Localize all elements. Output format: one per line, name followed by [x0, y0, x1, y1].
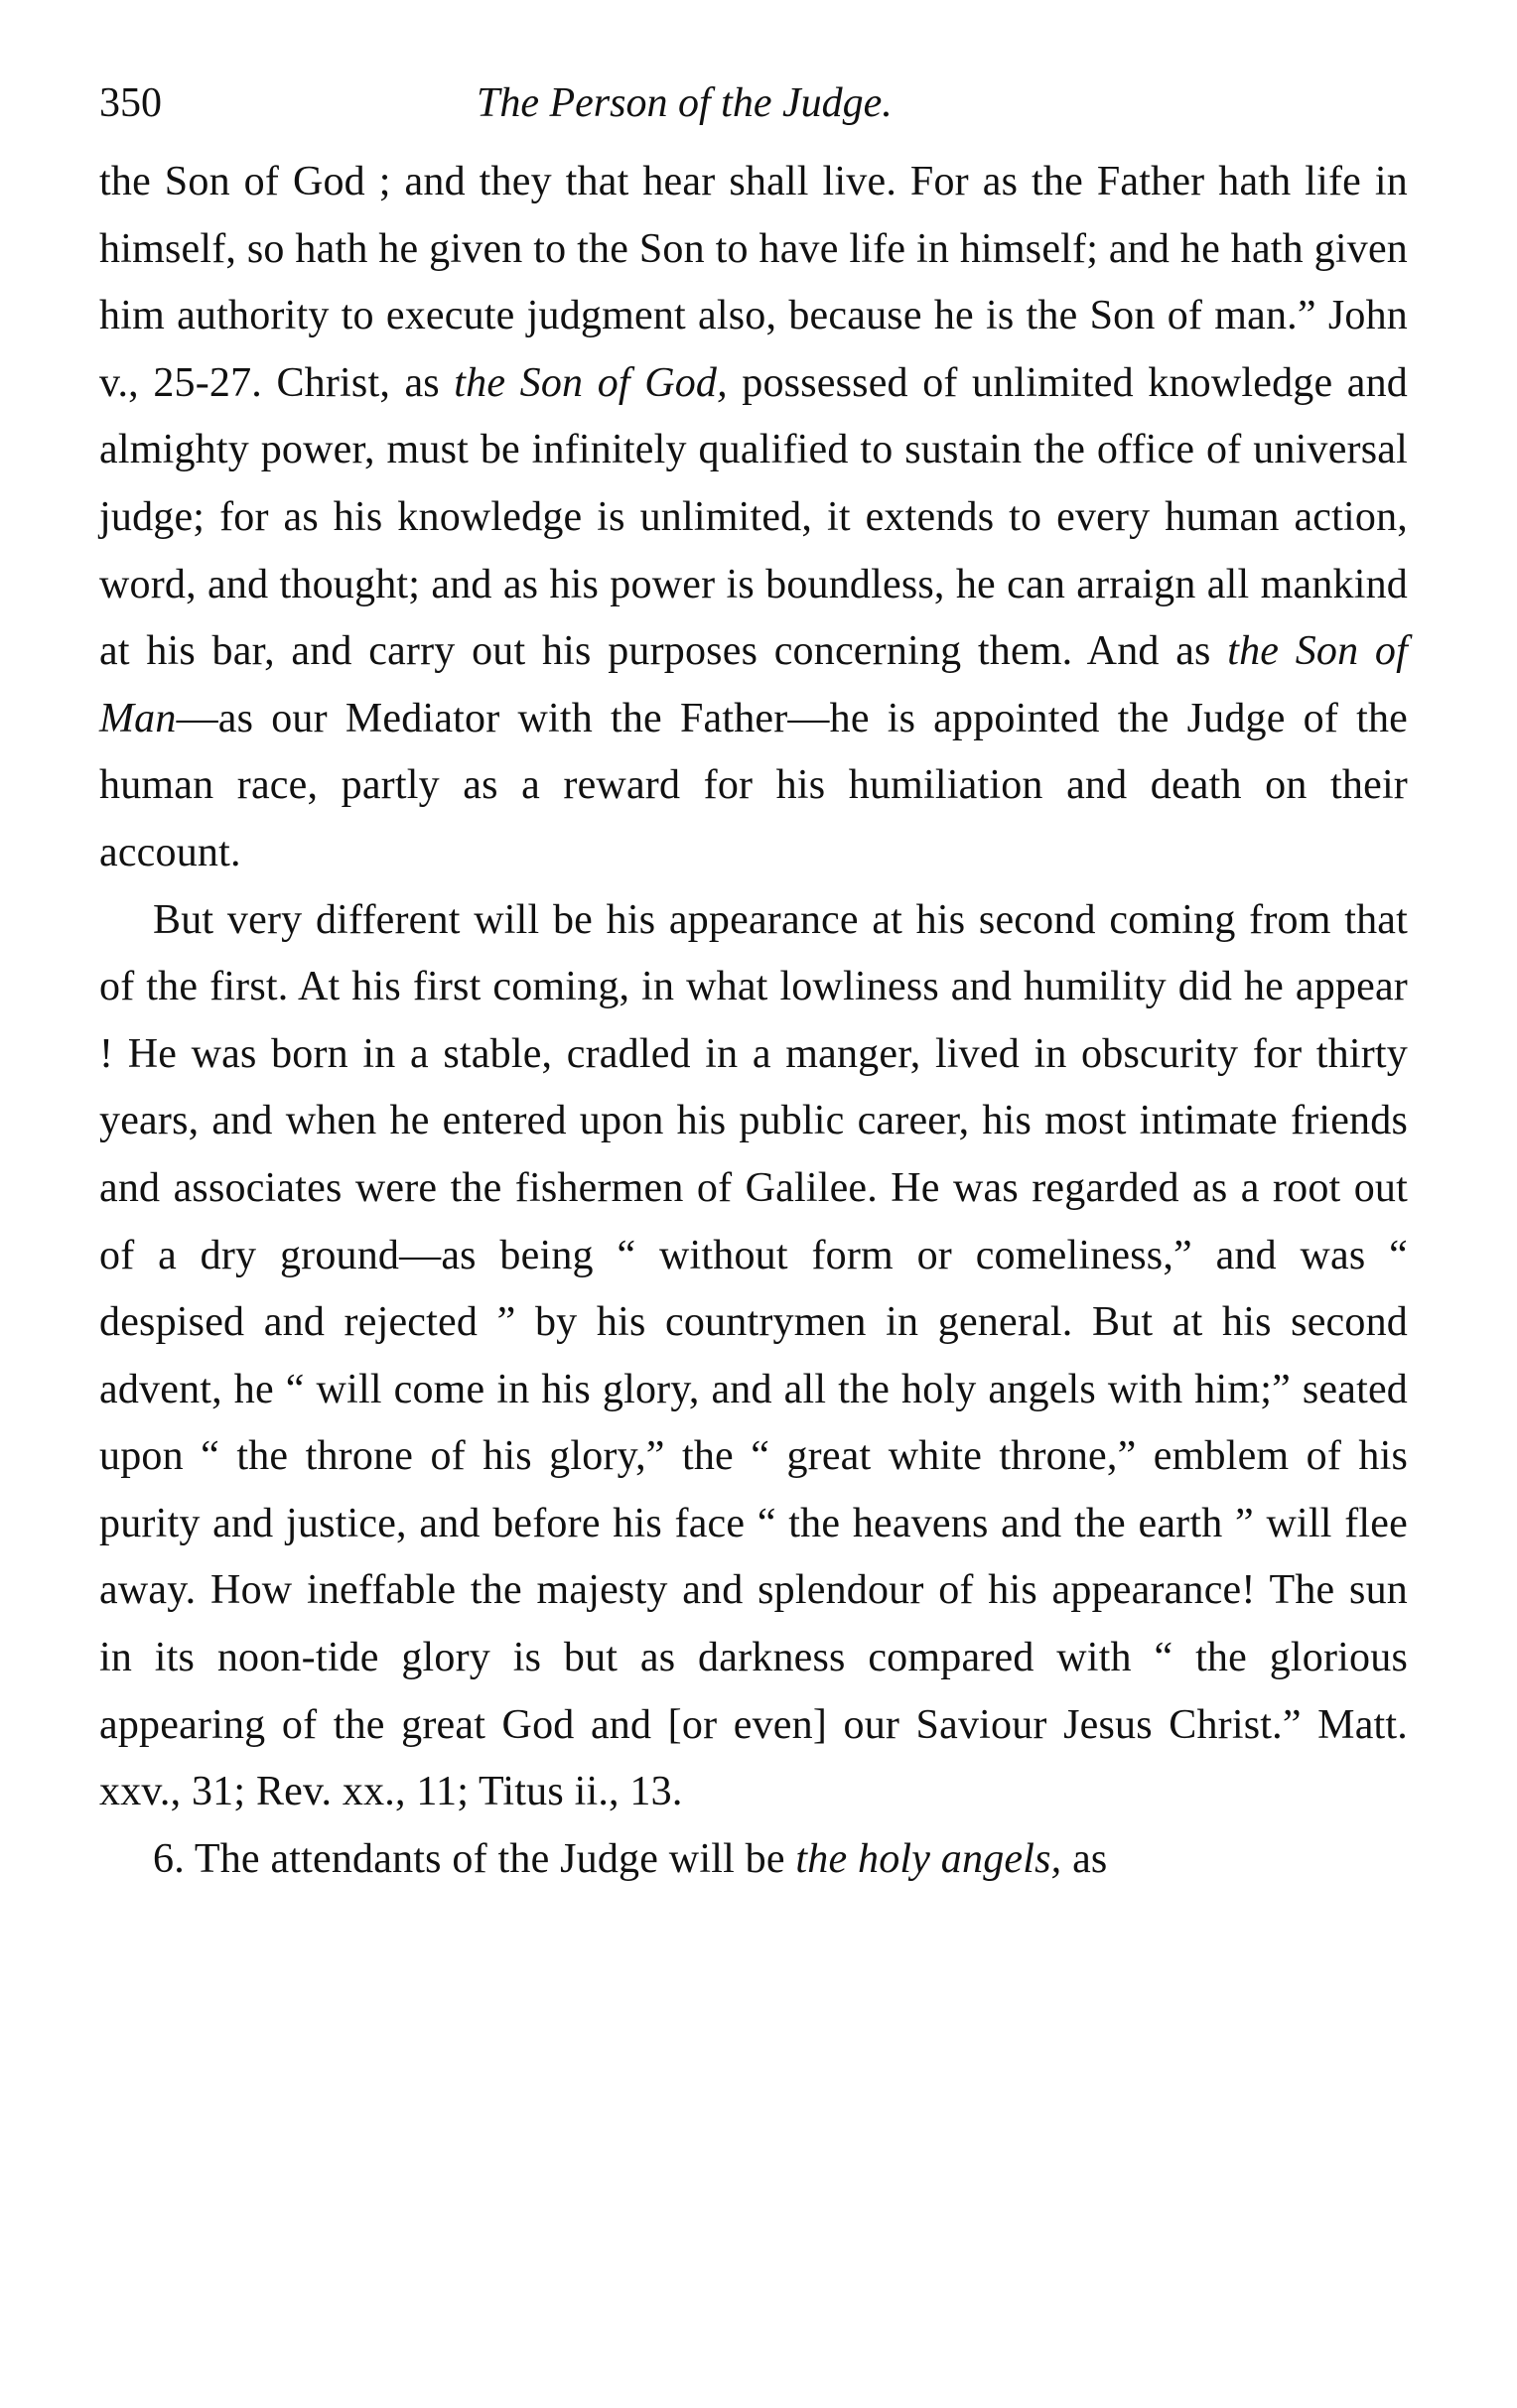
running-title: The Person of the Judge. [477, 80, 893, 126]
page-number: 350 [99, 80, 162, 126]
book-page [99, 79, 1408, 1893]
text-segment: But very different will be his appearance at his second coming from that of the first. At his first coming, in what lowliness and humility did he appear ! He was born in a stable, cradled in a manger, lived in obscurity for thirty years, and when he entered upon his public career, his most intimate friends and associates were the fishermen of Galilee. He was regarded as a root out of a dry ground—as being “ without form or comeliness,” and was “ despised and rejected ” by his countrymen in general. But at his second advent, he “ will come in his glory, and all the holy angels with him;” seated upon “ the throne of his glory,” the “ great white throne,” emblem of his purity and justice, and before his face “ the heavens and the earth ” will flee away. How ineffable the majesty and splendour of his appearance! The sun in its noon-tide glory is but as darkness compared with “ the glorious appearing of the great God and [or even] our Saviour Jesus Christ.” Matt. xxv., 31; Rev. xx., 11; Titus ii., 13. [99, 896, 1408, 1815]
text-segment: —as our Mediator with the Father—he is appointed the Judge of the human race, partly as a reward for his humiliation and death on their account. [99, 695, 1408, 875]
text-segment: the Son of God ; and they that hear shall live. For as the Father hath life in himself, so hath he given to the Son to have life in himself; and he hath given him authority to execute judgment also, because he is the Son of man.” John v., 25-27. Christ, as [99, 159, 1408, 406]
text-segment: 6. The attendants of the Judge will be [153, 1835, 796, 1882]
italic-phrase: the Son of God, [454, 359, 728, 406]
paragraph-continuation [99, 149, 1408, 887]
italic-phrase: the holy angels, [795, 1835, 1062, 1882]
paragraph-attendants [99, 1826, 1408, 1894]
text-segment: possessed of unlimited knowledge and almighty power, must be infinitely qualified to sustain the office of universal judge; for as his knowledge is unlimited, it extends to every human action, word, and thought; and as his power is boundless, he can arraign all mankind at his bar, and carry out his purposes concerning them. And as [99, 359, 1409, 675]
italic-phrase: the Son of Man [99, 628, 1408, 741]
paragraph-second-coming [99, 887, 1408, 1826]
running-header [99, 79, 1408, 149]
text-segment: as [1061, 1835, 1108, 1882]
body-text [99, 149, 1408, 1893]
